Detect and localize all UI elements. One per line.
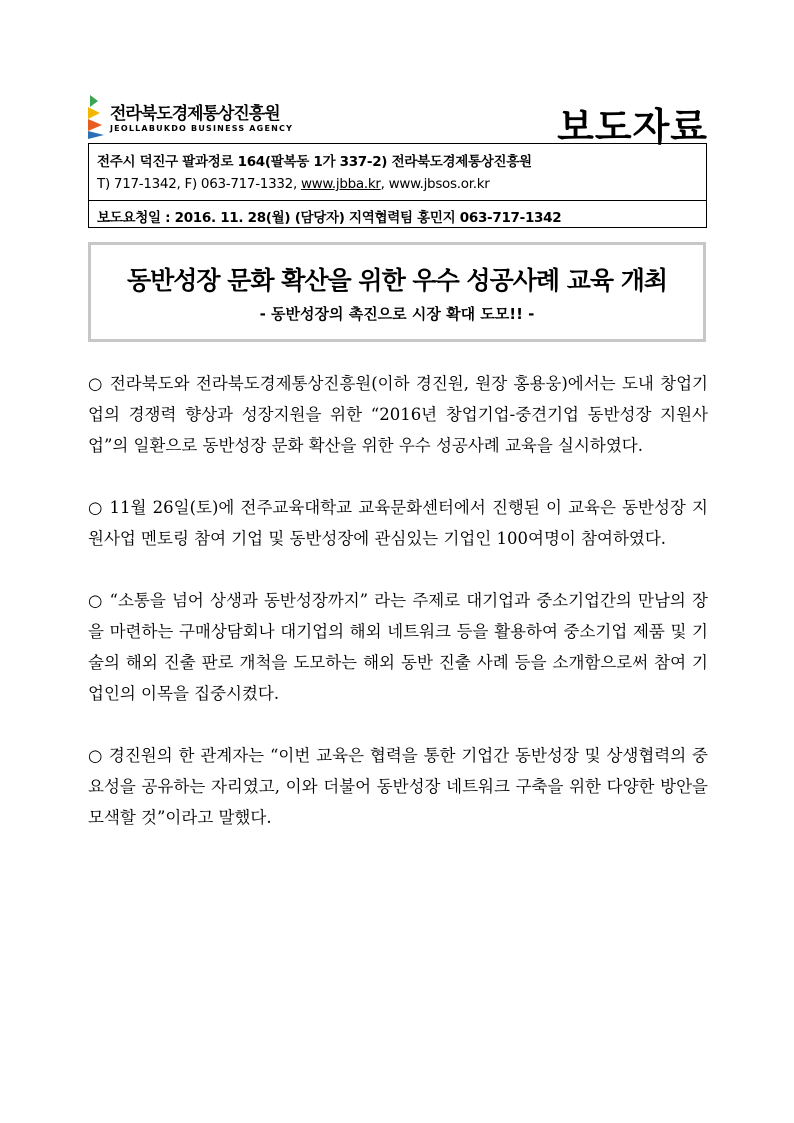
press-release-title: 동반성장 문화 확산을 위한 우수 성공사례 교육 개최 [126, 266, 668, 295]
phone-fax-text: T) 717-1342, F) 063-717-1332, [97, 176, 301, 192]
website-link-jbsos[interactable]: www.jbsos.or.kr [388, 176, 490, 192]
contact-line [97, 176, 489, 192]
contact-info-box [88, 143, 707, 228]
press-release-body [88, 368, 708, 864]
website-link-jbba[interactable]: www.jbba.kr [300, 176, 381, 192]
title-box [88, 242, 706, 342]
body-paragraph: ○ 경진원의 한 관계자는 “이번 교육은 협력을 통한 기업간 동반성장 및 상생협력의 중요성을 공유하는 자리였고, 이와 더불어 동반성장 네트워크 구축을 위한 다양한 방안을 모색할 것”이라고 말했다. [88, 746, 708, 827]
body-paragraph: ○ 11월 26일(토)에 전주교육대학교 교육문화센터에서 진행된 이 교육은 동반성장 지원사업 멘토링 참여 기업 및 동반성장에 관심있는 기업인 100여명이 참여하였다. [88, 498, 708, 548]
org-name: 전라북도경제통상진흥원 [110, 104, 280, 124]
document-type-heading: 보도자료 [557, 105, 708, 149]
info-divider [89, 200, 706, 201]
body-paragraph: ○ “소통을 넘어 상생과 동반성장까지” 라는 주제로 대기업과 중소기업간의 만남의 장을 마련하는 구매상담회나 대기업의 해외 네트워크 등을 활용하여 중소기업 제품 및 기술의 해외 진출 판로 개척을 도모하는 해외 동반 진출 사례 등을 소개함으로써 참여 기업인의 이목을 집중시켰다. [88, 591, 708, 703]
address-line: 전주시 덕진구 팔과정로 164(팔복동 1가 337-2) 전라북도경제통상진흥원 [97, 154, 532, 170]
agency-logo [86, 95, 296, 145]
press-release-subtitle: - 동반성장의 촉진으로 시장 확대 도모!! - [259, 305, 535, 323]
release-request-line: 보도요청일 : 2016. 11. 28(월) (담당자) 지역협력팀 홍민지 063-717-1342 [97, 210, 562, 226]
contact-separator: , [380, 176, 389, 192]
org-name-english: JEOLLABUKDO BUSINESS AGENCY [110, 124, 294, 133]
agency-logo-icon [86, 95, 108, 139]
body-paragraph: ○ 전라북도와 전라북도경제통상진흥원(이하 경진원, 원장 홍용웅)에서는 도내 창업기업의 경쟁력 향상과 성장지원을 위한 “2016년 창업기업-중견기업 동반성장 지원사업”의 일환으로 동반성장 문화 확산을 위한 우수 성공사례 교육을 실시하였다. [88, 374, 708, 455]
